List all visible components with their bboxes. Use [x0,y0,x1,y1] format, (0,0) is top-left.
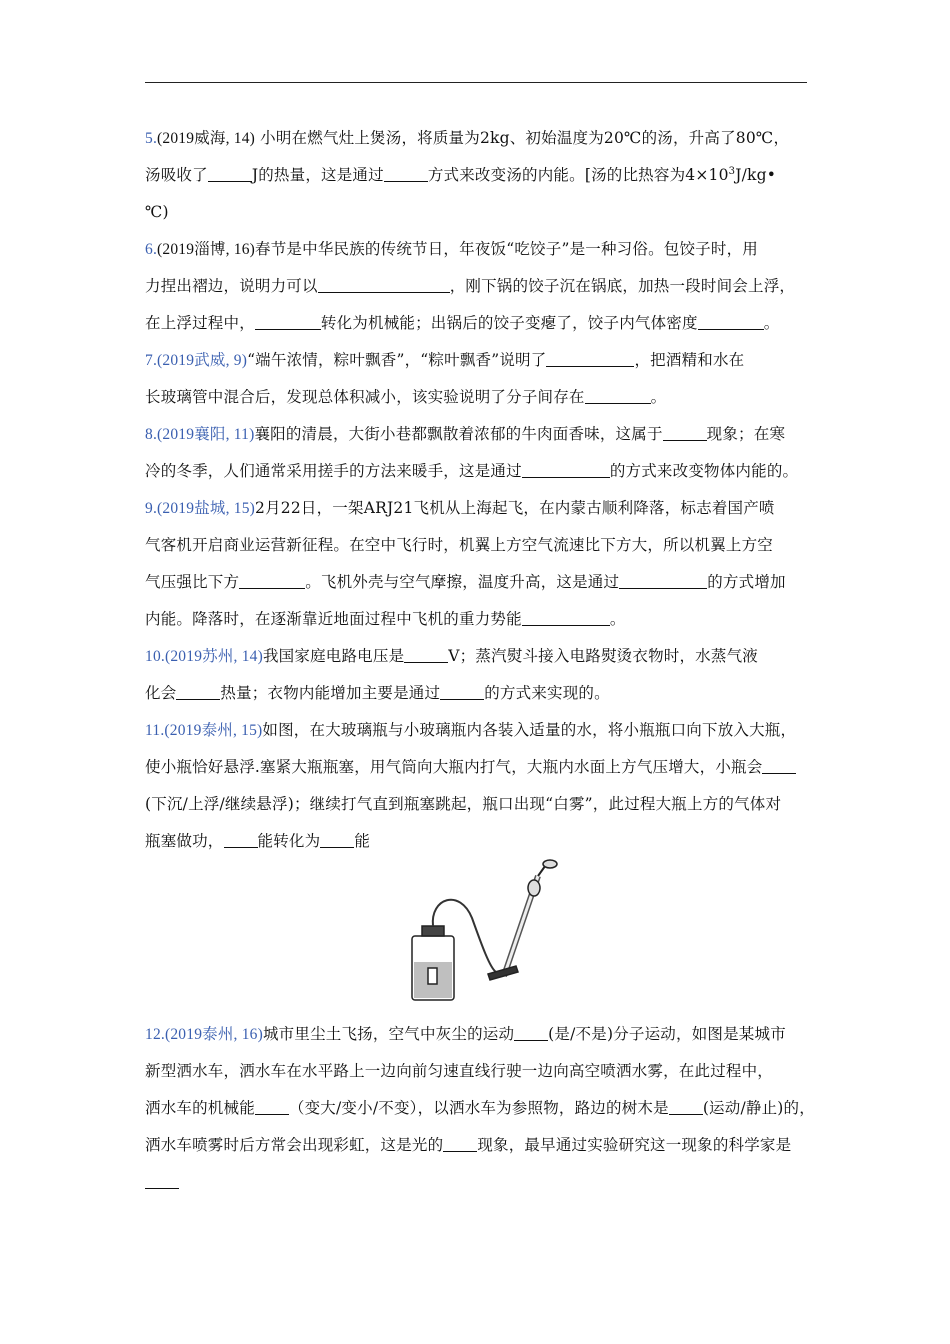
question-9 [145,490,809,638]
question-text: (运动/静止)的， [702,1099,815,1117]
question-text: 小明在燃气灶上煲汤，将质量为2kg、初始温度为20℃的汤，升高了80℃， [255,129,790,147]
question-text: 热量；衣物内能增加主要是通过 [220,684,441,702]
answer-blank[interactable] [208,166,252,182]
question-source: (2019泰州, 15) [164,722,263,739]
question-text: 现象，最早通过实验研究这一现象的科学家是 [477,1136,792,1154]
question-text: 。 [609,610,626,628]
question-source: (2019淄博, 16) [157,241,256,258]
answer-blank[interactable] [404,647,448,663]
question-number: 10. [145,648,165,665]
answer-blank[interactable] [320,832,354,848]
question-number: 7. [145,352,158,369]
question-number: 8. [145,426,158,443]
answer-blank[interactable] [255,1099,289,1115]
question-text: 方式来改变汤的内能。[汤的比热容为4×10 [427,166,729,184]
question-text: 2月22日，一架ARJ21飞机从上海起飞，在内蒙古顺利降落，标志着国产喷 [255,499,775,517]
answer-blank[interactable] [176,684,220,700]
question-text: 化会 [145,684,177,702]
header-rule [145,82,807,83]
answer-blank[interactable] [619,573,707,589]
question-text: J的热量，这是通过 [251,166,384,184]
question-text: ℃) [145,203,169,221]
air-pump [488,860,557,980]
question-text: “端午浓情，粽叶飘香”，“粽叶飘香”说明了 [247,351,547,369]
question-7 [145,342,809,416]
superscript: 3 [728,165,736,177]
question-text: 。飞机外壳与空气摩擦，温度升高，这是通过 [305,573,620,591]
question-text: 的方式增加 [707,573,786,591]
answer-blank[interactable] [440,684,484,700]
question-source: (2019泰州, 16) [164,1026,263,1043]
answer-blank[interactable] [514,1025,548,1041]
question-text: 。 [763,314,780,332]
question-source: (2019苏州, 14) [164,648,263,665]
question-text: 汤吸收了 [145,166,208,184]
question-text: 如图，在大玻璃瓶与小玻璃瓶内各装入适量的水，将小瓶瓶口向下放入大瓶， [262,721,797,739]
answer-blank[interactable] [663,425,707,441]
answer-blank[interactable] [318,277,450,293]
answer-blank[interactable] [145,1173,179,1189]
question-text: 襄阳的清晨，大街小巷都飘散着浓郁的牛肉面香味，这属于 [254,425,663,443]
question-text: J/kg• [735,166,777,184]
question-text: ，刚下锅的饺子沉在锅底，加热一段时间会上浮， [449,277,796,295]
answer-blank[interactable] [255,314,321,330]
answer-blank[interactable] [384,166,428,182]
question-number: 6. [145,241,158,258]
question-text: 洒水车的机械能 [145,1099,255,1117]
answer-blank[interactable] [443,1136,477,1152]
answer-blank[interactable] [522,610,610,626]
answer-blank[interactable] [522,462,610,478]
question-6 [145,231,809,342]
question-text: ，把酒精和水在 [634,351,745,369]
question-number: 12. [145,1026,165,1043]
question-text: 冷的冬季，人们通常采用搓手的方法来暖手，这是通过 [145,462,522,480]
question-text: （变大/变小/不变），以洒水车为参照物，路边的树木是 [288,1099,669,1117]
question-text: 城市里尘土飞扬，空气中灰尘的运动 [262,1025,515,1043]
bottle-pump-figure [400,858,560,1008]
question-text: V；蒸汽熨斗接入电路熨烫衣物时，水蒸气液 [448,647,758,665]
question-text: 能 [354,832,371,850]
question-text: 我国家庭电路电压是 [262,647,405,665]
question-number: 5. [145,130,158,147]
question-10 [145,638,809,712]
question-number: 9. [145,500,158,517]
question-text: 在上浮过程中， [145,314,255,332]
question-text: 的方式来实现的。 [484,684,610,702]
question-12 [145,1016,815,1201]
question-11 [145,712,809,860]
answer-blank[interactable] [585,388,651,404]
question-text: 能转化为 [257,832,321,850]
question-text: (是/不是)分子运动，如图是某城市 [548,1025,786,1043]
question-source: (2019盐城, 15) [157,500,256,517]
answer-blank[interactable] [224,832,258,848]
question-text: 转化为机械能；出锅后的饺子变瘪了，饺子内气体密度 [320,314,698,332]
glass-bottle [412,926,454,1000]
answer-blank[interactable] [239,573,305,589]
question-text: 洒水车喷雾时后方常会出现彩虹，这是光的 [145,1136,444,1154]
answer-blank[interactable] [546,351,634,367]
question-8 [145,416,809,490]
question-text: 。 [650,388,667,406]
question-source: (2019武威, 9) [157,352,248,369]
question-text: 瓶塞做功， [145,832,224,850]
question-text: 使小瓶恰好悬浮.塞紧大瓶瓶塞，用气筒向大瓶内打气，大瓶内水面上方气压增大，小瓶会 [145,758,763,776]
question-text: 气压强比下方 [145,573,240,591]
question-text: 春节是中华民族的传统节日，年夜饭“吃饺子”是一种习俗。包饺子时，用 [255,240,758,258]
answer-blank[interactable] [762,758,796,774]
question-text: 气客机开启商业运营新征程。在空中飞行时，机翼上方空气流速比下方大，所以机翼上方空 [145,536,774,554]
question-text: 的方式来改变物体内能的。 [609,462,799,480]
question-text: (下沉/上浮/继续悬浮)；继续打气直到瓶塞跳起，瓶口出现“白雾”，此过程大瓶上方的气体对 [145,795,782,813]
question-source: (2019襄阳, 11) [157,426,255,443]
question-number: 11. [145,722,165,739]
question-text: 内能。降落时，在逐渐靠近地面过程中飞机的重力势能 [145,610,522,628]
answer-blank[interactable] [698,314,764,330]
question-text: 现象；在寒 [706,425,786,443]
question-source: (2019威海, 14) [157,130,256,147]
answer-blank[interactable] [669,1099,703,1115]
question-5 [145,120,809,231]
question-text: 长玻璃管中混合后，发现总体积减小，该实验说明了分子间存在 [145,388,585,406]
question-text: 力捏出褶边，说明力可以 [145,277,318,295]
question-text: 新型洒水车，洒水车在水平路上一边向前匀速直线行驶一边向高空喷洒水雾，在此过程中， [145,1062,774,1080]
